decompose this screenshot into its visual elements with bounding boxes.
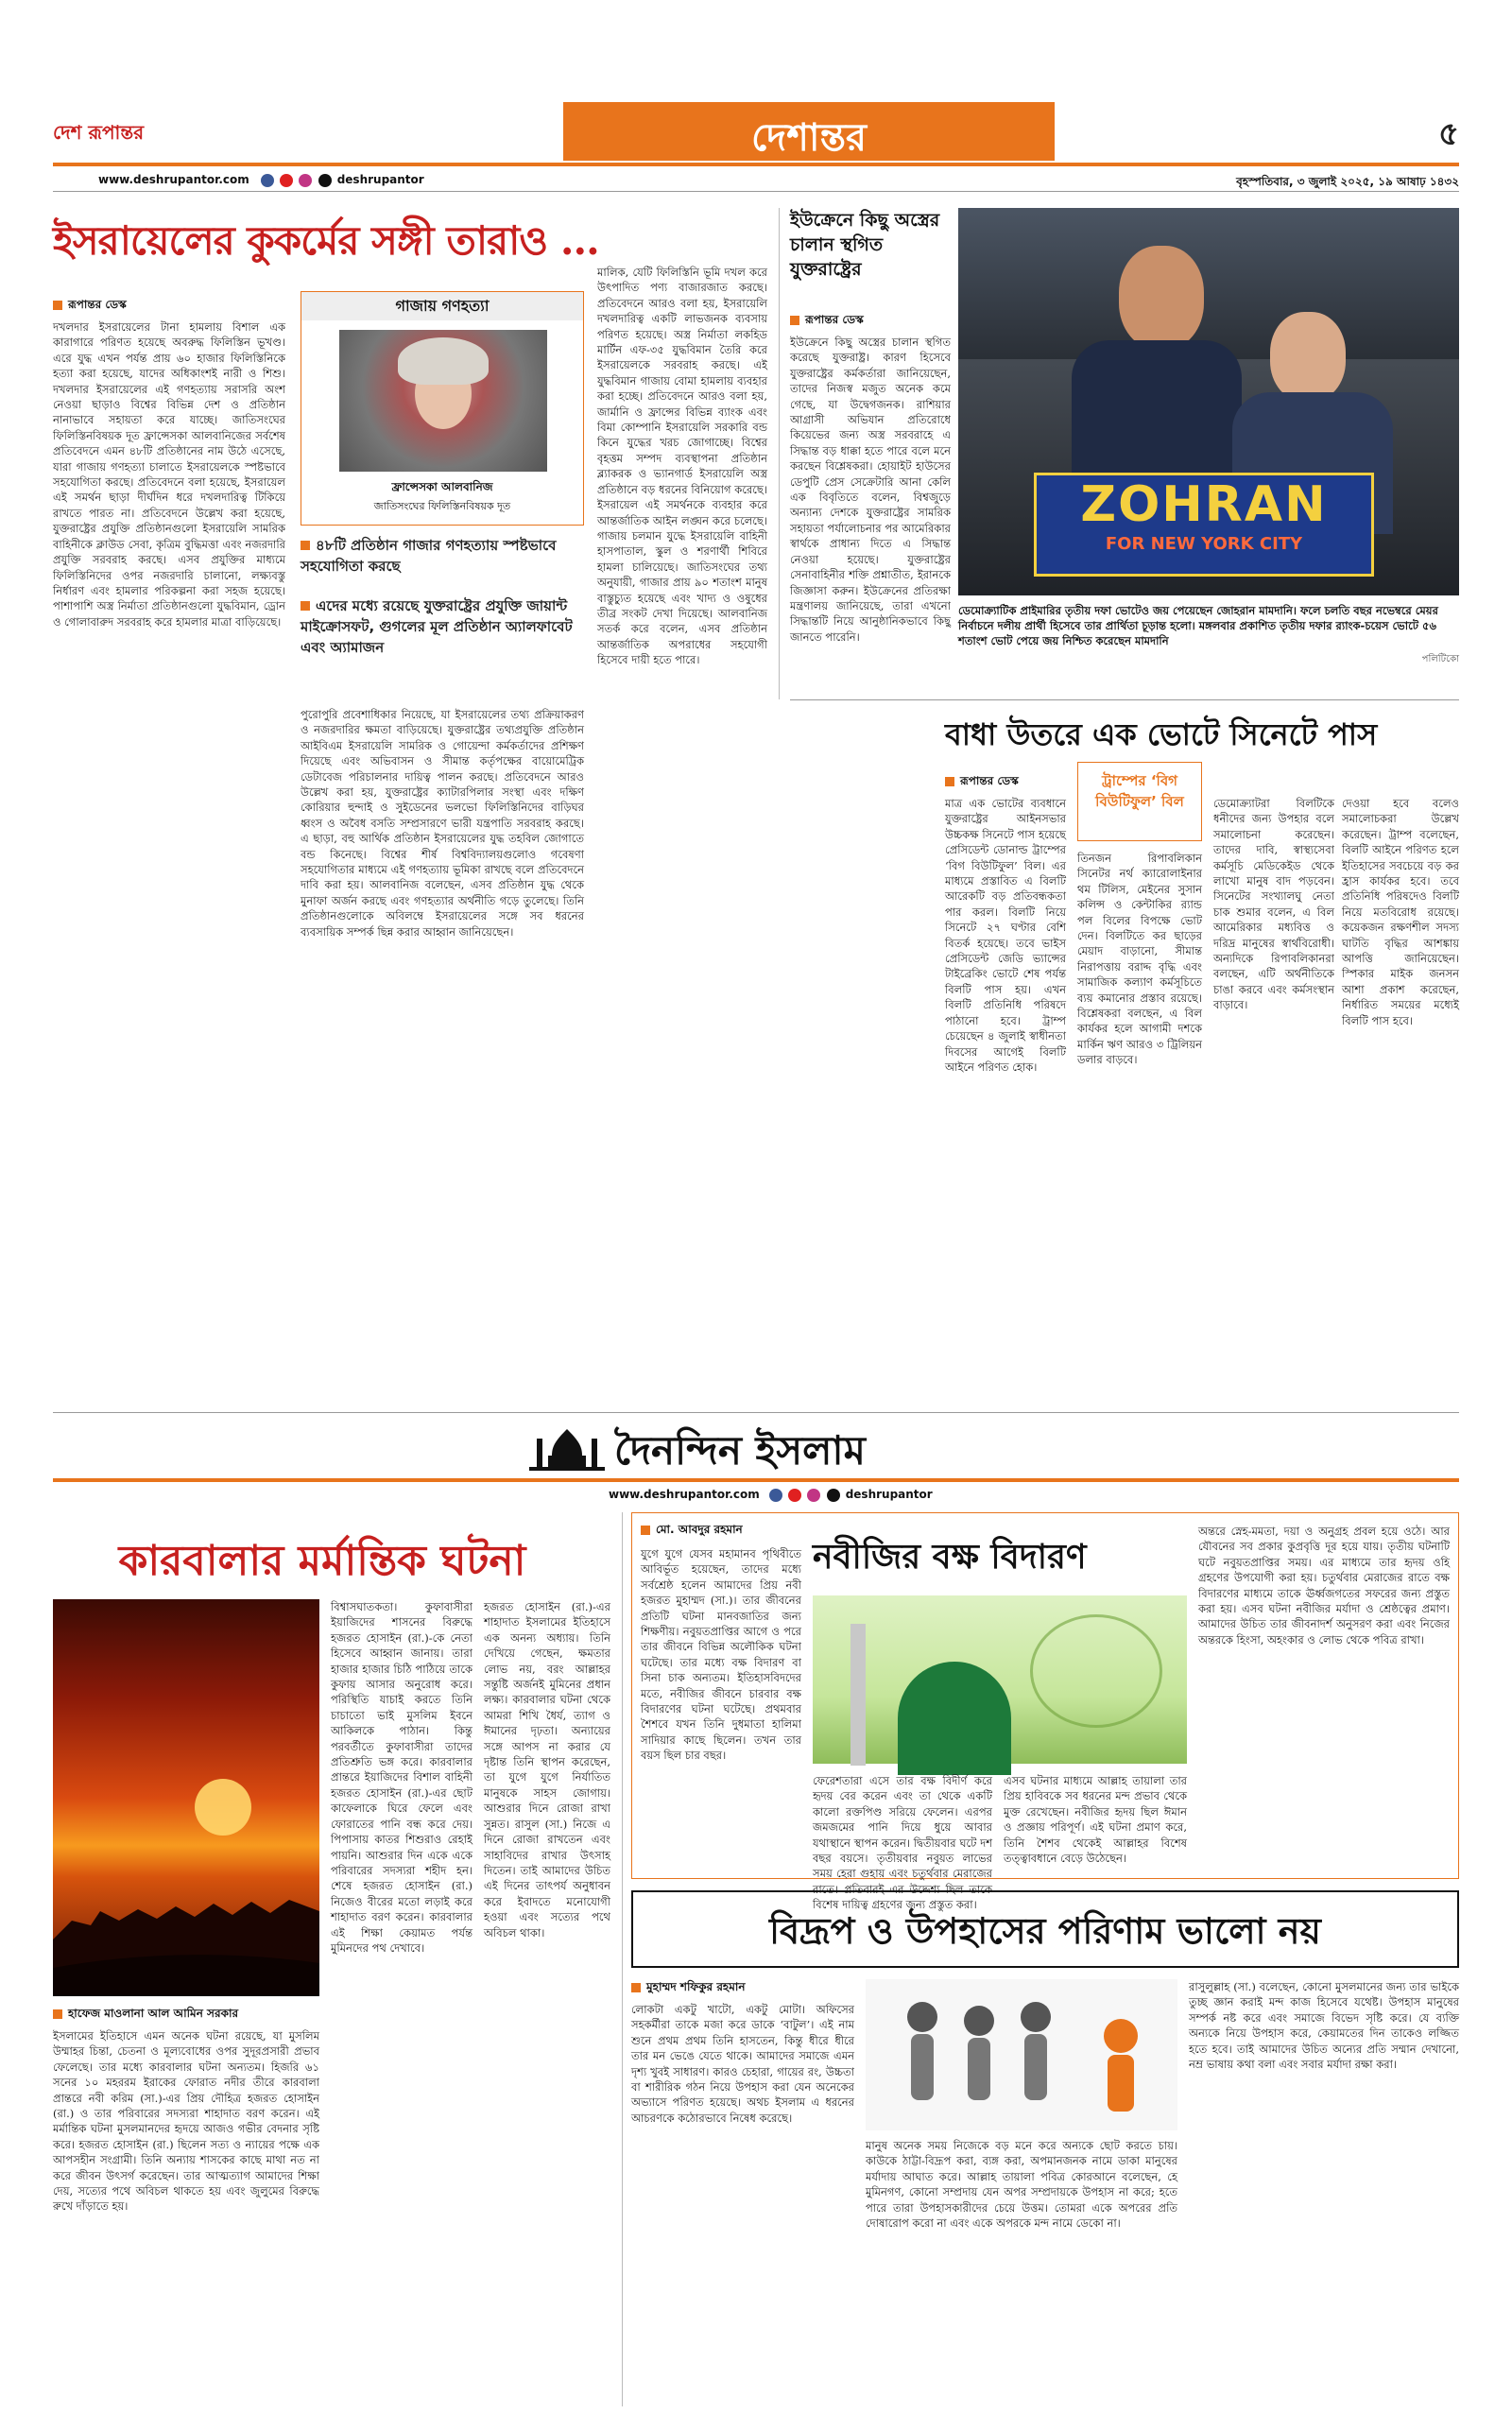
profile-hair xyxy=(398,337,489,385)
camel-silhouettes xyxy=(53,1854,319,1996)
bill-col2: তিনজন রিপাবলিকান সিনেটর নর্থ ক্যারোলাইনার থম টিলিস, মেইনের সুসান কলিন্স ও কেন্টাকির র‍্যান্ড পল বিলের বিপক্ষে ভোট দেন। বিলটিতে কর ছাড়ের মেয়াদ বাড়ানো, সীমান্ত নিরাপত্তায় বরাদ্দ বৃদ্ধি এবং সামাজিক কল্যাণ কর্মসূচিতে ব্যয় কমানোর প্রস্তাব রয়েছে। বিশ্লেষকরা বলছেন, এ বিল কার্যকর হলে আগামী দশকে মার্কিন ঋণ আরও ৩ ট্রিলিয়ন ডলার বাড়বে। xyxy=(1077,852,1202,1067)
bullet-1 xyxy=(301,535,584,577)
divider xyxy=(790,699,1459,700)
bill-pull-box xyxy=(1077,762,1202,841)
israel-col2: পুরোপুরি প্রবেশাধিকার নিয়েছে, যা ইসরায়েলের তথ্য প্রক্রিয়াকরণ ও নজরদারির ক্ষমতা বাড়িয়েছে। যুক্তরাষ্ট্রের তথ্যপ্রযুক্তি প্রতিষ্ঠান আইবিএম ইসরায়েলি সামরিক ও গোয়েন্দা কর্মকর্তাদের প্রশিক্ষণ দিয়েছে এবং অভিবাসন ও সীমান্ত কর্তৃপক্ষের বায়োমেট্রিক ডেটাবেজ পরিচালনার দায়িত্ব পালন করছে। প্রতিবেদনে আরও উল্লেখ করা হয়, যুক্তরাষ্ট্রের ক্যাটারপিলার সংস্থা এবং দক্ষিণ কোরিয়ার হুন্দাই ও সুইডেনের ভলভো ফিলিস্তিনিদের বাড়িঘর ধ্বংস ও অবৈধ বসতি সম্প্রসারণে ভারী যন্ত্রপাতি সরবরাহ করছে। এ ছাড়া, বহু আর্থিক প্রতিষ্ঠান ইসরায়েলের যুদ্ধ তহবিল জোগাতে বন্ড কিনেছে। বিশ্বের শীর্ষ বিশ্ববিদ্যালয়গুলোও গবেষণা সহযোগিতার মাধ্যমে এই গণহত্যায় ভূমিকা রাখছে বলে প্রতিবেদনে দাবি করা হয়। আলবানিজ বলেছেন, এসব প্রতিষ্ঠান যুদ্ধ থেকে মুনাফা অর্জন করছে এবং গণহত্যার অর্থনীতি গড়ে তুলেছে। তিনি প্রতিষ্ঠানগুলোকে অবিলম্বে ইসরায়েলের সঙ্গে সব ধরনের ব্যবসায়িক সম্পর্ক ছিন্ন করার আহ্বান জানিয়েছেন। xyxy=(301,708,584,939)
bullet-2 xyxy=(301,595,584,658)
minaret xyxy=(850,1624,866,1766)
mockery-col3: রাসুলুল্লাহ (সা.) বলেছেন, কোনো মুসলমানের জন্য তার ভাইকে তুচ্ছ জ্ঞান করাই মন্দ কাজ হিসেবে যথেষ্ট। উপহাস মানুষের সম্পর্ক নষ্ট করে এবং সমাজে বিভেদ সৃষ্টি করে। যে ব্যক্তি অন্যকে নিয়ে উপহাস করে, কেয়ামতের দিন তাকেও লজ্জিত হতে হবে। তাই আমাদের উচিত অন্যের প্রতি সম্মান দেখানো, নম্র ভাষায় কথা বলা এবং সবার মর্যাদা রক্ষা করা। xyxy=(1189,1980,1459,2072)
karbala-byline-text: হাফেজ মাওলানা আল আমিন সরকার xyxy=(68,2007,239,2020)
calligraphy-mark xyxy=(1030,1614,1162,1728)
figure-left-head xyxy=(1119,246,1204,350)
bill-col3: ডেমোক্র্যাটরা বিলটিকে ধনীদের জন্য উপহার বলে সমালোচনা করেছেন। তাদের দাবি, স্বাস্থ্যসেবা কর্মসূচি মেডিকেইড থেকে লাখো মানুষ বাদ পড়বেন। সিনেটের সংখ্যালঘু নেতা চাক শুমার বলেন, এ বিল আমেরিকার মধ্যবিত্ত ও দরিদ্র মানুষের স্বার্থবিরোধী। অন্যদিকে রিপাবলিকানরা বলছেন, এটি অর্থনীতিকে চাঙা করবে এবং কর্মসংস্থান বাড়াবে। xyxy=(1213,797,1334,1012)
karbala-image xyxy=(53,1599,319,1996)
divider xyxy=(622,1512,623,2406)
ukraine-headline: ইউক্রেনে কিছু অস্ত্রের চালান স্থগিত যুক্তরাষ্ট্রের xyxy=(790,210,940,280)
bill-byline-text: রূপান্তর ডেস্ক xyxy=(960,774,1019,787)
ukraine-body: ইউক্রেনে কিছু অস্ত্রের চালান স্থগিত করেছে যুক্তরাষ্ট্র। কারণ হিসেবে যুক্তরাষ্ট্রের কর্মকর্তারা জানিয়েছেন, তাদের নিজস্ব মজুত অনেক কমে গেছে, যা উদ্বেগজনক। রাশিয়ার আগ্রাসী অভিযান প্রতিরোধে কিয়েভের জন্য অস্ত্র সরবরাহে এ সিদ্ধান্ত বড় ধাক্কা হতে পারে বলে মনে করছেন বিশ্লেষকরা। হোয়াইট হাউসের ডেপুটি প্রেস সেক্রেটারি আনা কেলি এক বিবৃতিতে বলেন, বিশ্বজুড়ে অন্যান্য দেশকে যুক্তরাষ্ট্রের সামরিক সহায়তা পর্যালোচনার পর আমেরিকার স্বার্থকে প্রাধান্য দিতে এ সিদ্ধান্ত নেওয়া হয়েছে। যুক্তরাষ্ট্রের সেনাবাহিনীর শক্তি প্রশ্নাতীত, ইরানকে জিজ্ঞাসা করুন। ইউক্রেনের প্রতিরক্ষা মন্ত্রণালয় জানিয়েছে, তারা এখনো সিদ্ধান্তটি নিয়ে আনুষ্ঠানিকভাবে কিছু জানতে পারেনি। xyxy=(790,336,951,644)
bullet-1-text: ৪৮টি প্রতিষ্ঠান গাজার গণহত্যায় স্পষ্টভাবে সহযোগিতা করছে xyxy=(301,537,557,575)
chest-col1: যুগে যুগে যেসব মহামানব পৃথিবীতে আবির্ভূত হয়েছেন, তাদের মধ্যে সর্বশ্রেষ্ঠ হলেন আমাদের প্রিয় নবী হজরত মুহাম্মদ (সা.)। তার জীবনের প্রতিটি ঘটনা মানবজাতির জন্য শিক্ষণীয়। নবুয়তপ্রাপ্তির আগে ও পরে তার জীবনে বিভিন্ন অলৌকিক ঘটনা ঘটেছে। তার মধ্যে বক্ষ বিদারণ বা সিনা চাক অন্যতম। ইতিহাসবিদদের মতে, নবীজির জীবনে চারবার বক্ষ বিদারণের ঘটনা ঘটেছে। প্রথমবার শৈশবে যখন তিনি দুধমাতা হালিমা সাদিয়ার কাছে ছিলেন। তখন তার বয়স ছিল চার বছর। xyxy=(641,1547,801,1763)
facebook-icon[interactable] xyxy=(261,174,274,187)
mockery-headline: বিদ্রূপ ও উপহাসের পরিণাম ভালো নয় xyxy=(769,1910,1321,1952)
youtube-icon[interactable] xyxy=(788,1489,801,1502)
campaign-sign-sub: FOR NEW YORK CITY xyxy=(1105,534,1303,554)
byline-marker xyxy=(790,316,799,325)
masthead xyxy=(53,102,1459,168)
islam-website-link[interactable]: www.deshrupantor.com xyxy=(609,1488,760,1501)
chest-col2: ফেরেশতারা এসে তার বক্ষ বিদীর্ণ করে হৃদয় বের করেন এবং তা থেকে একটি কালো রক্তপিণ্ড সরিয়ে ফেলেন। এরপর জমজমের পানি দিয়ে ধুয়ে আবার যথাস্থানে স্থাপন করেন। দ্বিতীয়বার ঘটে দশ বছর বয়সে। তৃতীয়বার নবুয়ত লাভের সময় হেরা গুহায় এবং চতুর্থবার মেরাজের রাতে। প্রতিবারই এর উদ্দেশ্য ছিল তাকে বিশেষ দায়িত্ব গ্রহণের জন্য প্রস্তুত করা। xyxy=(813,1774,992,1912)
profile-title: জাতিসংঘের ফিলিস্তিনবিষয়ক দূত xyxy=(373,500,511,512)
date-line: বৃহস্পতিবার, ৩ জুলাই ২০২৫, ১৯ আষাঢ় ১৪৩২ xyxy=(1236,175,1459,188)
mockery-byline-text: মুহাম্মদ শফিকুর রহমান xyxy=(646,1980,746,1993)
karbala-col3: হজরত হোসাইন (রা.)-এর শাহাদাত ইসলামের ইতিহাসে এক অনন্য অধ্যায়। তিনি দেখিয়ে গেছেন, ক্ষমতার লোভ নয়, বরং আল্লাহর সন্তুষ্টি অর্জনই মুমিনের প্রধান লক্ষ্য। কারবালার ঘটনা থেকে আমরা শিখি ধৈর্য, ত্যাগ ও ঈমানের দৃঢ়তা। অন্যায়ের সঙ্গে আপস না করার যে দৃষ্টান্ত তিনি স্থাপন করেছেন, তা যুগে যুগে নির্যাতিত মানুষকে সাহস জোগায়। আশুরার দিনে রোজা রাখা সুন্নত। রাসুল (সা.) নিজে এ দিনে রোজা রাখতেন এবং সাহাবিদের রাখার উৎসাহ দিতেন। তাই আমাদের উচিত এই দিনের তাৎপর্য অনুধাবন করে ইবাদতে মনোযোগী হওয়া এবং সত্যের পথে অবিচল থাকা। xyxy=(484,1600,610,1940)
bill-col4: দেওয়া হবে বলেও সমালোচকরা উল্লেখ করেছেন। ট্রাম্প বলেছেন, বিলটি আইনে পরিণত হলে ইতিহাসের সবচেয়ে বড় কর হ্রাস কার্যকর হবে। তবে প্রতিনিধি পরিষদেও বিলটি নিয়ে মতবিরোধ রয়েছে। কয়েকজন রক্ষণশীল সদস্য ঘাটতি বৃদ্ধির আশঙ্কায় আপত্তি জানিয়েছেন। স্পিকার মাইক জনসন আশা প্রকাশ করেছেন, নির্ধারিত সময়ের মধ্যেই বিলটি পাস হবে। xyxy=(1342,797,1459,1027)
karbala-col2: বিশ্বাসঘাতকতা। কুফাবাসীরা ইয়াজিদের শাসনের বিরুদ্ধে হজরত হোসাইন (রা.)-কে নেতা হিসেবে আহ্বান জানায়। তারা হাজার হাজার চিঠি পাঠিয়ে তাকে কুফায় আসার অনুরোধ করে। পরিস্থিতি যাচাই করতে তিনি চাচাতো ভাই মুসলিম ইবনে আকিলকে পাঠান। কিন্তু পরবর্তীতে কুফাবাসীরা তাদের প্রতিশ্রুতি ভঙ্গ করে। কারবালার প্রান্তরে ইয়াজিদের বিশাল বাহিনী হজরত হোসাইন (রা.)-এর ছোট কাফেলাকে ঘিরে ফেলে এবং ফোরাতের পানি বন্ধ করে দেয়। পিপাসায় কাতর শিশুরাও রেহাই পায়নি। আশুরার দিন একে একে পরিবারের সদস্যরা শহীদ হন। শেষে হজরত হোসাইন (রা.) নিজেও বীরের মতো লড়াই করে শাহাদাত বরণ করেন। কারবালার এই শিক্ষা কেয়ামত পর্যন্ত মুমিনদের পথ দেখাবে। xyxy=(331,1600,472,1955)
instagram-icon[interactable] xyxy=(807,1489,820,1502)
sun xyxy=(195,1779,251,1836)
chest-headline: নবীজির বক্ষ বিদারণ xyxy=(813,1538,1087,1577)
logo: দেশ রূপান্তর xyxy=(53,121,145,144)
website-line xyxy=(98,173,424,187)
israel-headline: ইসরায়েলের কুকর্মের সঙ্গী তারাও ... xyxy=(53,217,599,264)
mockery-col1: লোকটা একটু খাটো, একটু মোটা। অফিসের সহকর্মীরা তাকে মজা করে ডাকে ‘বাটুল’। এই নাম শুনে প্রথম প্রথম তিনি হাসতেন, কিন্তু ধীরে ধীরে তার মন ভেঙে যেতে থাকে। আমাদের সমাজে এমন দৃশ্য খুবই সাধারণ। কারও চেহারা, গায়ের রং, উচ্চতা বা শারীরিক গঠন নিয়ে উপহাস করা যেন অনেকের অভ্যাসে পরিণত হয়েছে। অথচ ইসলাম এ ধরনের আচরণকে কঠোরভাবে নিষেধ করেছে। xyxy=(631,2003,854,2125)
page-number: ৫ xyxy=(1437,115,1459,153)
byline-marker xyxy=(641,1526,650,1535)
islam-website-line xyxy=(609,1488,933,1502)
x-icon[interactable] xyxy=(318,174,332,187)
islam-social-handle[interactable]: deshrupantor xyxy=(845,1488,933,1501)
ukraine-byline xyxy=(790,312,864,331)
figure-right-head xyxy=(1270,312,1346,402)
profile-photo xyxy=(339,330,547,472)
profile-name: ফ্রান্সেসকা আলবানিজ xyxy=(391,480,493,493)
mockery-byline xyxy=(631,1979,746,1998)
website-link[interactable]: www.deshrupantor.com xyxy=(98,173,249,186)
x-icon[interactable] xyxy=(827,1489,840,1502)
islam-title: দৈনন্দিন ইসলাম xyxy=(614,1427,866,1474)
israel-byline-text: রূপান্তর ডেস্ক xyxy=(68,298,127,311)
mosque-image xyxy=(813,1595,1187,1764)
karbala-byline xyxy=(53,2006,238,2025)
karbala-headline: কারবালার মর্মান্তিক ঘটনা xyxy=(118,1537,526,1585)
byline-marker xyxy=(631,1983,641,1992)
facebook-icon[interactable] xyxy=(769,1489,782,1502)
top-divider xyxy=(53,191,1459,192)
mockery-illustration xyxy=(866,1979,1177,2130)
mamdani-photo xyxy=(958,208,1459,595)
israel-byline xyxy=(53,297,127,316)
islam-orange-line xyxy=(53,1478,1459,1482)
campaign-sign-name: ZOHRAN xyxy=(1080,476,1328,533)
israel-col3: মালিক, যেটি ফিলিস্তিনি ভূমি দখল করে উৎপাদিত পণ্য বাজারজাত করছে। প্রতিবেদনে আরও বলা হয়, ইসরায়েলি দখলদারিত্ব একটি লাভজনক ব্যবসায় পরিণত হয়েছে। অস্ত্র নির্মাতা লকহিড মার্টিন এফ-৩৫ যুদ্ধবিমান তৈরি করে ইসরায়েলকে সরবরাহ করছে। এই যুদ্ধবিমান গাজায় বোমা হামলায় ব্যবহার করা হচ্ছে। প্রতিবেদনে আরও বলা হয়, জার্মানি ও ফ্রান্সের বিভিন্ন ব্যাংক এবং বিমা কোম্পানি ইসরায়েলি সরকারি বন্ড কিনে যুদ্ধের খরচ জোগাচ্ছে। বিশ্বের বৃহত্তম সম্পদ ব্যবস্থাপনা প্রতিষ্ঠান ব্ল্যাকরক ও ভ্যানগার্ড ইসরায়েলি অস্ত্র প্রতিষ্ঠানে বড় ধরনের বিনিয়োগ করেছে। ইসরায়েল এই সমর্থনকে ব্যবহার করে আন্তর্জাতিক আইন লঙ্ঘন করে চলেছে। গাজায় চলমান যুদ্ধে ইসরায়েলি বাহিনী হাসপাতাল, স্কুল ও শরণার্থী শিবিরে হামলা চালিয়েছে। জাতিসংঘের তথ্য অনুযায়ী, গাজার প্রায় ৯০ শতাংশ মানুষ বাস্তুচ্যুত হয়েছে এবং খাদ্য ও ওষুধের তীব্র সংকট দেখা দিয়েছে। আলবানিজ সতর্ক করে বলেন, এসব প্রতিষ্ঠান আন্তর্জাতিক অপরাধের সহযোগী হিসেবে দায়ী হতে পারে। xyxy=(597,266,767,667)
chest-byline xyxy=(641,1522,743,1541)
photo-background-light xyxy=(958,208,1459,359)
bullet-2-text: এদের মধ্যে রয়েছে যুক্তরাষ্ট্রের প্রযুক্তি জায়ান্ট মাইক্রোসফট, গুগলের মূল প্রতিষ্ঠান অ্যালফাবেট এবং অ্যামাজন xyxy=(301,597,573,656)
profile-box xyxy=(301,291,584,526)
byline-marker xyxy=(53,2009,62,2019)
section-title: দেশান্তর xyxy=(750,116,868,160)
bill-headline: বাধা উতরে এক ভোটে সিনেটে পাস xyxy=(945,716,1378,752)
bill-pull-quote: ট্রাম্পের ‘বিগ বিউটিফুল’ বিল xyxy=(1095,772,1184,810)
chest-col4: অন্তরে স্নেহ-মমতা, দয়া ও অনুগ্রহ প্রবল হয়ে ওঠে। আর যৌবনের সব প্রকার কুপ্রবৃত্তি দূর হয়ে যায়। তৃতীয় ঘটনাটি ঘটে নবুয়তপ্রাপ্তির সময়। এর মাধ্যমে তার হৃদয় ওহি গ্রহণের উপযোগী করা হয়। চতুর্থবার মেরাজের রাতে বক্ষ বিদারণের মাধ্যমে তাকে ঊর্ধ্বজগতের সফরের জন্য প্রস্তুত করা হয়। এসব ঘটনা নবীজির মর্যাদা ও শ্রেষ্ঠত্বের প্রমাণ। আমাদের উচিত তার জীবনাদর্শ অনুসরণ করা এবং নিজের অন্তরকে হিংসা, অহংকার ও লোভ থেকে পবিত্র রাখা। xyxy=(1198,1525,1450,1647)
social-handle[interactable]: deshrupantor xyxy=(336,173,424,186)
bill-col1: মাত্র এক ভোটের ব্যবধানে যুক্তরাষ্ট্রের আইনসভার উচ্চকক্ষ সিনেটে পাস হয়েছে প্রেসিডেন্ট ডোনাল্ড ট্রাম্পের ‘বিগ বিউটিফুল’ বিল। এর মাধ্যমে প্রস্তাবিত এ বিলটি আরেকটি বড় প্রতিবন্ধকতা পার করল। বিলটি নিয়ে সিনেটে ২৭ ঘণ্টার বেশি বিতর্ক হয়েছে। তবে ভাইস প্রেসিডেন্ট জেডি ভ্যান্সের টাইব্রেকিং ভোটে শেষ পর্যন্ত বিলটি পাস হয়। এখন বিলটি প্রতিনিধি পরিষদে পাঠানো হবে। ট্রাম্প চেয়েছেন ৪ জুলাই স্বাধীনতা দিবসের আগেই বিলটি আইনে পরিণত হোক। xyxy=(945,797,1066,1074)
byline-marker xyxy=(945,777,954,786)
mosque-icon xyxy=(529,1422,605,1474)
photo-caption: ডেমোক্র্যাটিক প্রাইমারির তৃতীয় দফা ভোটেও জয় পেয়েছেন জোহরান মামদানি। ফলে চলতি বছর নভেম্বরে মেয়র নির্বাচনে দলীয় প্রার্থী হিসেবে তার প্রার্থিতা চূড়ান্ত হলো। মঙ্গলবার প্রকাশিত তৃতীয় দফার র‍্যাংক-চয়েস ভোটে ৫৬ শতাংশ ভোট পেয়ে জয় নিশ্চিত করেছেন মামদানি xyxy=(958,604,1438,647)
campaign-sign xyxy=(1034,473,1374,577)
profile-label: গাজায় গণহত্যা xyxy=(301,292,583,320)
bullet-marker xyxy=(301,541,310,550)
youtube-icon[interactable] xyxy=(280,174,293,187)
bullet-marker xyxy=(301,601,310,611)
mockery-col2: মানুষ অনেক সময় নিজেকে বড় মনে করে অন্যকে ছোট করতে চায়। কাউকে ঠাট্টা-বিদ্রূপ করা, ব্যঙ্গ করা, অপমানজনক নামে ডাকা মানুষের মর্যাদায় আঘাত করে। আল্লাহ তায়ালা পবিত্র কোরআনে বলেছেন, হে মুমিনগণ, কোনো সম্প্রদায় যেন অপর সম্প্রদায়কে উপহাস না করে; হতে পারে তারা উপহাসকারীদের চেয়ে উত্তম। তোমরা একে অপরের প্রতি দোষারোপ করো না এবং একে অপরকে মন্দ নামে ডেকো না। xyxy=(866,2139,1177,2231)
bill-byline xyxy=(945,773,1019,792)
karbala-col1: ইসলামের ইতিহাসে এমন অনেক ঘটনা রয়েছে, যা মুসলিম উম্মাহর চিন্তা, চেতনা ও মূল্যবোধের ওপর সুদূরপ্রসারী প্রভাব ফেলেছে। তার মধ্যে কারবালার ঘটনা অন্যতম। হিজরি ৬১ সনের ১০ মহররম ইরাকের ফোরাত নদীর তীরে কারবালা প্রান্তরে নবী করিম (সা.)-এর প্রিয় দৌহিত্র হজরত হোসাইন (রা.) ও তার পরিবারের সদস্যরা শাহাদাত বরণ করেন। এই মর্মান্তিক ঘটনা মুসলমানদের হৃদয়ে আজও গভীর বেদনার সৃষ্টি করে। হজরত হোসাইন (রা.) ছিলেন সত্য ও ন্যায়ের পক্ষে এক আপসহীন সংগ্রামী। তিনি অন্যায় শাসকের কাছে মাথা নত না করে জীবন উৎসর্গ করেছেন। তার আত্মত্যাগ আমাদের শিক্ষা দেয়, সত্যের পথে অবিচল থাকতে হয় এবং জুলুমের বিরুদ্ধে রুখে দাঁড়াতে হয়। xyxy=(53,2029,319,2214)
instagram-icon[interactable] xyxy=(299,174,312,187)
ukraine-byline-text: রূপান্তর ডেস্ক xyxy=(805,313,864,326)
chest-byline-text: মো. আবদুর রহমান xyxy=(656,1523,743,1536)
section-divider xyxy=(53,1412,1459,1413)
masthead-orange-line xyxy=(53,163,1459,166)
photo-credit: পলিটিকো xyxy=(1421,654,1459,664)
israel-col1: দখলদার ইসরায়েলের টানা হামলায় বিশাল এক কারাগারে পরিণত হয়েছে অবরুদ্ধ ফিলিস্তিন ভূখণ্ড। এরে যুদ্ধ এখন পর্যন্ত প্রায় ৬০ হাজার ফিলিস্তিনিকে হত্যা করা হয়েছে, যাদের অধিকাংশই নারী ও শিশু। দখলদার ইসরায়েলের এই গণহত্যায় সরাসরি অংশ নেওয়া ছাড়াও বিশ্বের বিভিন্ন দেশ ও প্রতিষ্ঠান নানাভাবে সহায়তা করে যাচ্ছে। জাতিসংঘের ফিলিস্তিনবিষয়ক দূত ফ্রান্সেসকা আলবানিজের সর্বশেষ প্রতিবেদনে এমন ৪৮টি প্রতিষ্ঠানের নাম উঠে এসেছে, যারা গাজায় গণহত্যা চালাতে ইসরায়েলকে স্পষ্টভাবে সহযোগিতা করছে। প্রতিবেদনে বলা হয়েছে, ইসরায়েল এই সমর্থন ছাড়া দীর্ঘদিন ধরে দখলদারিত্ব টিকিয়ে রাখতে পারত না। প্রতিবেদনে উল্লেখ করা হয়েছে, যুক্তরাষ্ট্রের প্রযুক্তি প্রতিষ্ঠানগুলো ইসরায়েলি সামরিক বাহিনীকে ক্লাউড সেবা, কৃত্রিম বুদ্ধিমত্তা এবং নজরদারি প্রযুক্তি সরবরাহ করছে। এসব প্রযুক্তির মাধ্যমে ফিলিস্তিনিদের ওপর নজরদারি চালানো, লক্ষ্যবস্তু নির্ধারণ এবং হামলার পরিকল্পনা করা সহজ হয়েছে। পাশাপাশি অস্ত্র নির্মাতা প্রতিষ্ঠানগুলো যুদ্ধবিমান, ড্রোন ও গোলাবারুদ সরবরাহ করে হামলার মাত্রা বাড়িয়েছে। xyxy=(53,320,285,629)
divider xyxy=(779,208,780,699)
chest-col3: এসব ঘটনার মাধ্যমে আল্লাহ তায়ালা তার প্রিয় হাবিবকে সব ধরনের মন্দ প্রভাব থেকে মুক্ত রেখেছেন। নবীজির হৃদয় ছিল ঈমান ও প্রজ্ঞায় পরিপূর্ণ। এই ঘটনা প্রমাণ করে, তিনি শৈশব থেকেই আল্লাহর বিশেষ তত্ত্বাবধানে বেড়ে উঠেছেন। xyxy=(1004,1774,1187,1866)
byline-marker xyxy=(53,301,62,310)
green-dome xyxy=(898,1662,1011,1775)
